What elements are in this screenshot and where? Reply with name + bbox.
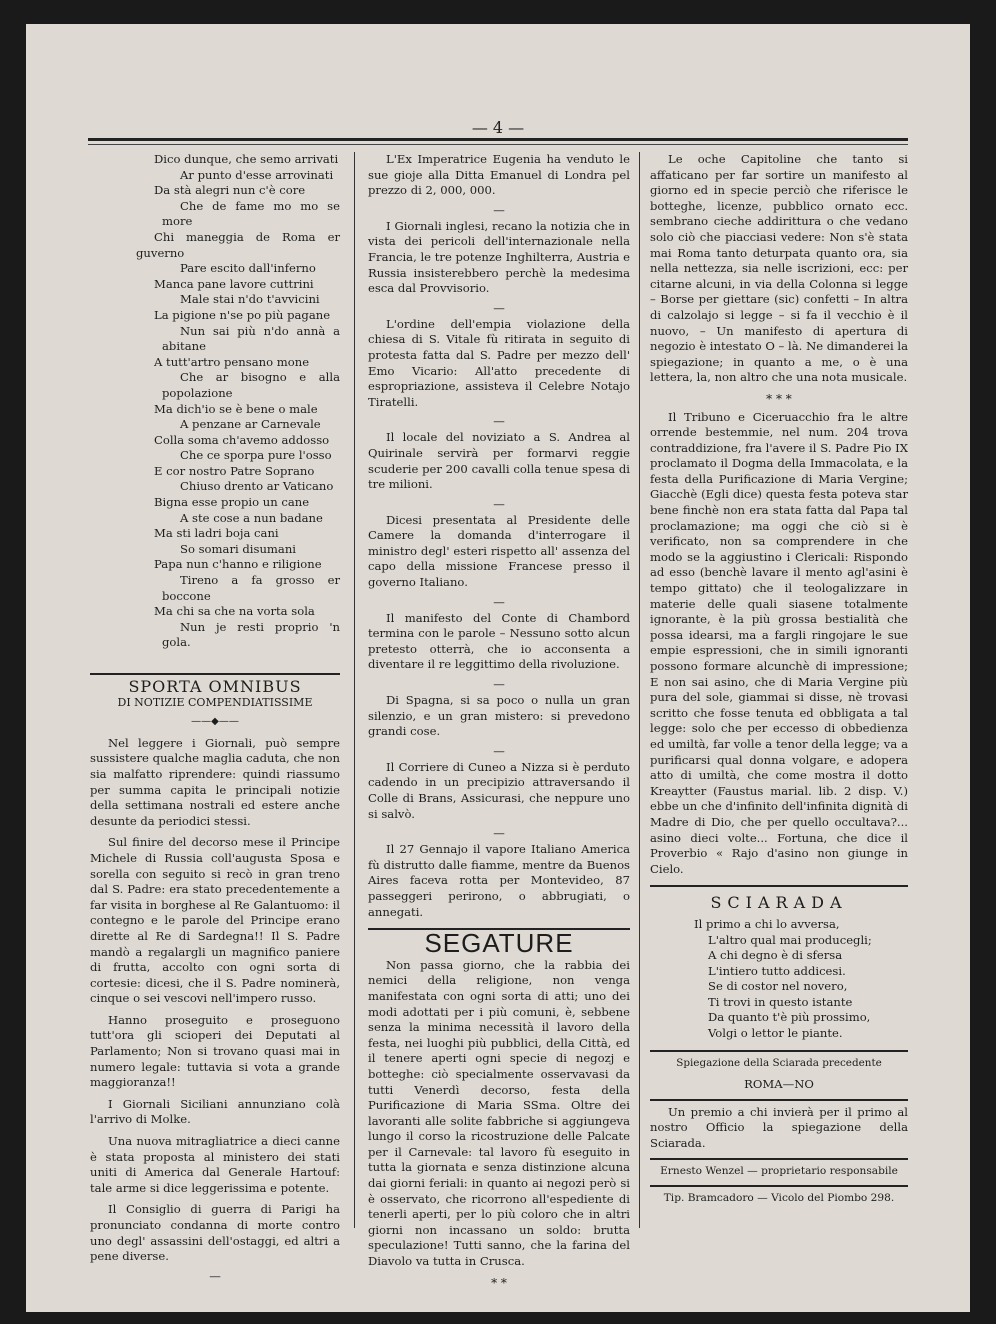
section-rule <box>90 673 340 675</box>
news-item: Di Spagna, si sa poco o nulla un gran silenzio, e un gran mistero: si prevedono grandi cose. <box>368 693 630 739</box>
poem-line: Da stà alegri nun c'è core <box>154 183 306 198</box>
asterism: * * <box>491 1275 507 1290</box>
poem-line: Pare escito dall'inferno <box>180 261 316 276</box>
spiegazione-label: Spiegazione della Sciarada precedente <box>676 1056 882 1069</box>
top-rule-thin <box>88 144 908 145</box>
poem-line: Che ce sporpa pure l'osso <box>180 448 332 463</box>
news-item: I Giornali Siciliani annunziano colà l'arrivo di Molke. <box>90 1096 340 1127</box>
premio-notice: Un premio a chi invierà per il primo al nostro Officio la spiegazione della Sciarada. <box>650 1104 908 1151</box>
sciarada-verse <box>650 917 908 1042</box>
item-separator <box>368 746 630 756</box>
poem-line: Dico dunque, che semo arrivati <box>154 152 339 166</box>
dialect-poem <box>90 152 340 651</box>
section-rule <box>650 1185 908 1187</box>
poem-line: Che ar bisogno e alla popolazione <box>162 370 340 400</box>
poem-line: A tutt'artro pensano mone <box>154 354 310 369</box>
poem-line: Che de fame mo mo se more <box>162 198 340 229</box>
sciarada-line: L'altro qual mai producegli; <box>708 932 872 947</box>
column-3 <box>650 152 908 1213</box>
news-item: Dicesi presentata al Presidente delle Camere la domanda d'interrogare il ministro degl' esteri rispetto all' assenza del capo della missione Francese presso il governo Italiano. <box>368 512 630 590</box>
poem-line: Tireno a fa grosso er boccone <box>162 573 340 603</box>
proprietario-line: Ernesto Wenzel — proprietario responsabile <box>660 1164 898 1177</box>
news-item: Il Consiglio di guerra di Parigi ha pronunciato condanna di morte contro uno degl' assassini dell'ostaggi, ed altri a pene diverse. <box>90 1202 340 1264</box>
poem-line: Chiuso drento ar Vaticano <box>180 479 334 494</box>
poem-line: La pigione n'se po più pagane <box>154 307 331 322</box>
sporta-heading: SPORTA OMNIBUS <box>128 677 302 696</box>
ornament-divider: ——◆—— <box>191 716 239 728</box>
item-separator <box>368 416 630 426</box>
sporta-subheading: DI NOTIZIE COMPENDIATISSIME <box>117 695 313 709</box>
column-divider-1 <box>354 152 355 1228</box>
sciarada-line: A chi degno è di sfersa <box>708 948 843 963</box>
poem-line: Ma chi sa che na vorta sola <box>154 604 315 619</box>
section-rule <box>650 1050 908 1052</box>
news-item: L'Ex Imperatrice Eugenia ha venduto le sue gioje alla Ditta Emanuel di Londra pel prezzo di 2, 000, 000. <box>368 152 630 198</box>
news-item: Hanno proseguito e proseguono tutt'ora gli scioperi dei Deputati al Parlamento; Non si trovano quasi mai in numero legale: tuttavia si vota a grande maggioranza!! <box>90 1012 340 1090</box>
poem-line: Nun sai più n'do annà a abitane <box>162 323 340 354</box>
news-item: Il Corriere di Cuneo a Nizza si è perduto cadendo in un precipizio attraversando il Colle di Brans, Assicurasi, che neppure uno si salvò. <box>368 759 630 821</box>
poem-line: Colla soma ch'avemo addosso <box>154 432 330 447</box>
item-separator <box>90 1271 340 1281</box>
newspaper-page <box>26 24 970 1312</box>
poem-line: Bigna esse propio un cane <box>154 495 310 510</box>
column-2 <box>368 152 630 1293</box>
news-item: I Giornali inglesi, recano la notizia che in vista dei pericoli dell'internazionale nella Francia, le tre potenze Inghilterra, Austria e Russia insisterebbero perchè la medesima esca dal Provvisorio. <box>368 218 630 296</box>
news-item: Il 27 Gennajo il vapore Italiano America fù distrutto dalle fiamme, mentre da Buenos Aires faceva rotta per Montevideo, 87 passeggeri perirono, o abbrugiati, o annegati. <box>368 842 630 919</box>
poem-line: Ma sti ladri boja cani <box>154 526 279 541</box>
sciarada-heading: SCIARADA <box>710 893 848 913</box>
poem-line: Ma dich'io se è bene o male <box>154 401 318 416</box>
poem-line: Ar punto d'esse arrovinati <box>180 167 334 182</box>
item-separator <box>368 828 630 838</box>
item-separator <box>368 499 630 509</box>
news-item: Sul finire del decorso mese il Principe Michele di Russia coll'augusta Sposa e sorella con seguito si recò in gran treno dal S. Padre: era stato precedentemente a far visita in borghese al Re Galantuomo: il contegno e le parole del Principe erano dirette al Re di Sardegna!! Il S. Padre mandò a regalargli un magnifico paniere di frutta, accolto con ogni sorta di cortesie: dicesi, che il S. Padre nominerà, cinque o sei vescovi nell'impero russo. <box>90 835 340 1006</box>
news-item: Le oche Capitoline che tanto si affaticano per far sortire un manifesto al giorno ed in specie perciò che riferisce le botteghe, licenze, pubblico ornato ecc. sembrano cieche addirittura o che vedano solo ciò che piacciasi vedere: Non s'è stata mai Roma tanto deturpata quanto ora, sia nella nettezza, sia nelle iscrizioni, ecc: per citarne alcuni, in via della Colonna si legge – Borse per giettare (sic) confetti – In altra di calzolajo si legge – si fa il vecchio è il nuovo, – Un manifesto di apertura di negozio è intestato O – là. Ne dimanderei la spiegazione; in quanto a me, o è una lettera, la, non altro che una nota musicale. <box>650 152 908 385</box>
section-rule <box>650 1158 908 1160</box>
top-rule <box>88 138 908 141</box>
section-rule <box>650 1099 908 1101</box>
news-item: Il manifesto del Conte di Chambord termina con le parole – Nessuno sotto alcun pretesto otterrà, che io acconsenta a diventare il re leggittimo della rivoluzione. <box>368 610 630 672</box>
sciarada-line: Se di costor nel novero, <box>708 979 848 994</box>
poem-line: Manca pane lavore cuttrini <box>154 276 314 291</box>
poem-line: So somari disumani <box>180 541 297 556</box>
news-item: Nel leggere i Giornali, può sempre sussistere qualche maglia caduta, che non sia malfatto riprendere: quindi riassumo per summa capita le principali notizie della settimana nostrali ed estere anche desunte da periodici stessi. <box>90 735 340 828</box>
column-divider-2 <box>639 152 640 1228</box>
poem-line: A penzane ar Carnevale <box>180 417 321 432</box>
poem-line: A ste cose a nun badane <box>180 510 323 525</box>
section-rule <box>650 885 908 887</box>
item-separator <box>368 597 630 607</box>
news-item: L'ordine dell'empia violazione della chiesa di S. Vitale fù ritirata in seguito di protesta fatta dal S. Padre per mezzo dell' Emo Vicario: All'atto precedente di espropriazione, assisteva il Celebre Notajo Tiratelli. <box>368 316 630 409</box>
poem-line: Chi maneggia de Roma er guverno <box>136 229 340 260</box>
news-item: Una nuova mitragliatrice a dieci canne è stata proposta al ministero dei stati uniti di America dal Generale Hartouf: tale arme si dice leggerissima e potente. <box>90 1134 340 1195</box>
item-separator <box>368 303 630 313</box>
news-item: Il locale del noviziato a S. Andrea al Quirinale servirà per formarvi reggie scuderie per 200 cavalli colla tenue spesa di tre milioni. <box>368 430 630 492</box>
segature-text: Non passa giorno, che la rabbia dei nemici della religione, non venga manifestata con ogni sorta di atti; uno dei modi adottati per i più comuni, è, sebbene senza la minima necessità il lavoro della festa, nei luoghi più pubblici, della Città, ed il tenere aperti ogni specie di negozj e botteghe: ciò specialmente osservavasi da tutti Venerdì decorso, festa della Purificazione di Maria SSma. Oltre dei lavoranti alle solite fabbriche si aggiungeva lungo il corso la ricostruzione delle Palcate per il Carnevale: tal lavoro fù eseguito in tutta la giornata e senza distinzione alcuna dai giorni feriali: in quanto ai negozi però si è osservato, che ricorrono all'espediente di tenerli aperti, per lo più coloro che in altri giorni non incassano un soldo: brutta speculazione! Tutti sanno, che la farina del Diavolo va tutta in Crusca. <box>368 957 630 1269</box>
spiegazione-answer: ROMA—NO <box>744 1077 814 1092</box>
news-item: Il Tribuno e Ciceruacchio fra le altre orrende bestemmie, nel num. 204 trova contraddizione, fra l'avere il S. Padre Pio IX proclamato il Dogma della Immacolata, e la festa della Purificazione di Maria Vergine; Giacchè (Egli dice) questa festa poteva star bene finchè non era stata fatta dal Papa tal proclamazione; ma oggi che ciò si è verificato, non sa comprendere in che modo se la aggiustino i Clericali: Rispondo ad esso (benchè lavare il mento agl'asini è tempo gittato) che il teologalizzare in materie delle quali siasene totalmente ignorante, è la più grossa bestialità che possa idearsi, ma a fargli ringojare le sue empie espressioni, che in simili ignoranti possono formare alcunchè di impressione; E non sai asino, che di Maria Vergine più pura del sole, giammai si disse, nè trovasi scritto che fosse tenuta ed obbligata a tal legge: solo che per eccesso di obbedienza ed umiltà, far volle a tenor della legge; va a purificarsi qual donna volgare, e adopera atto di umiltà, che come mostra il dotto Kreaytter (Faustus marial. lib. 2 disp. V.) ebbe un che d'infinito dell'infinita dignità di Madre di Dio, che per quello occultava?... asino dieci volte... Fortuna, che dice il Proverbio « Rajo d'asino non giunge in Cielo. <box>650 409 908 876</box>
sciarada-line: Volgi o lettor le piante. <box>708 1026 843 1041</box>
segature-heading: SEGATURE <box>424 928 574 959</box>
poem-line: Male stai n'do t'avvicini <box>180 292 320 307</box>
column-1 <box>90 152 340 1285</box>
poem-line: Nun je resti proprio 'n gola. <box>162 619 340 650</box>
item-separator <box>368 205 630 215</box>
sciarada-line: Il primo a chi lo avversa, <box>694 916 840 931</box>
asterism: * * * <box>766 391 792 406</box>
poem-line: E cor nostro Patre Soprano <box>154 463 315 478</box>
sciarada-line: L'intiero tutto addicesi. <box>708 963 846 978</box>
sciarada-line: Da quanto t'è più prossimo, <box>708 1010 871 1025</box>
item-separator <box>368 679 630 689</box>
poem-line: Papa nun c'hanno e riligione <box>154 557 322 572</box>
sciarada-line: Ti trovi in questo istante <box>708 994 853 1009</box>
page-number: — 4 — <box>471 118 525 137</box>
tipografia-line: Tip. Bramcadoro — Vicolo del Piombo 298. <box>663 1192 895 1205</box>
